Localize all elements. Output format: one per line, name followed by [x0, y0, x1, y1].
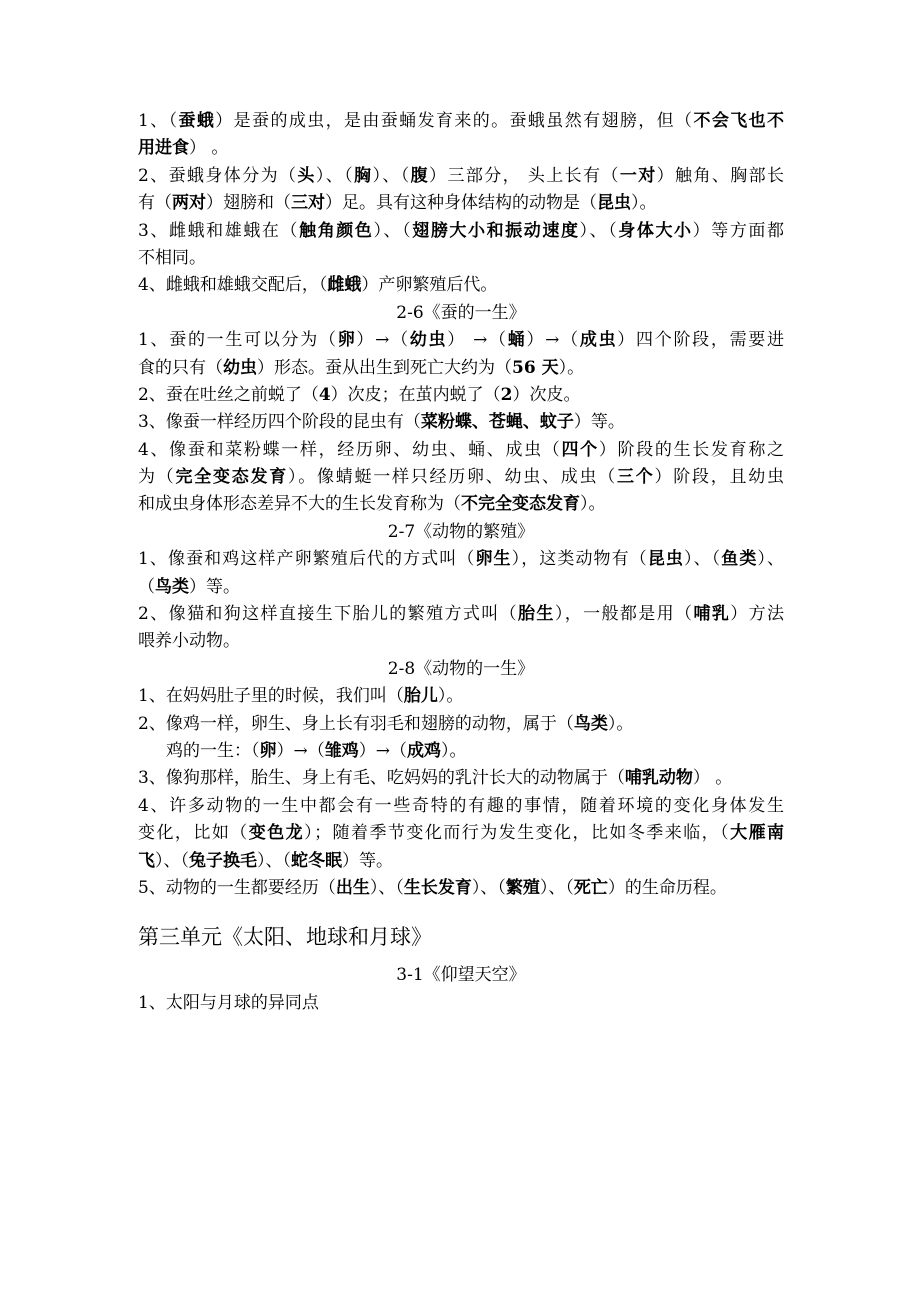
text-segment: ）、（: [579, 220, 619, 241]
text-line: [138, 738, 784, 765]
text-line: [138, 628, 784, 655]
text-segment: ）。: [607, 713, 634, 734]
answer-text: 四个: [561, 439, 599, 460]
text-segment: ）四个阶段，需要进: [617, 330, 785, 351]
text-segment: ）、（: [369, 877, 404, 898]
answer-text: 哺乳动物: [624, 768, 693, 789]
answer-text: 飞: [138, 850, 155, 871]
text-segment: （: [138, 576, 155, 597]
answer-text: 雏鸡: [324, 740, 359, 761]
answer-text: 触角颜色: [299, 220, 374, 241]
text-line: [138, 190, 784, 217]
text-segment: ）翅膀和（: [206, 193, 291, 214]
text-segment: 为（: [138, 467, 176, 488]
text-segment: ）三部分， 头上长有（: [429, 165, 620, 186]
answer-text: 死亡: [573, 877, 608, 898]
answer-text: 成鸡: [407, 740, 441, 761]
answer-text: 鱼类: [721, 549, 758, 570]
answer-text: 雌蛾: [327, 275, 362, 296]
text-line: [138, 382, 784, 409]
text-segment: ）；随着季节变化而行为发生变化，比如冬季来临，（: [304, 823, 731, 844]
text-segment: 1、在妈妈肚子里的时候，我们叫（: [138, 686, 404, 707]
document-page: [138, 108, 784, 1017]
answer-text: 变色龙: [248, 823, 305, 844]
text-segment: ）。像蜻蜓一样只经历卵、幼虫、成虫（: [288, 467, 617, 488]
answer-text: 哺乳: [693, 604, 731, 625]
text-segment: 5、动物的一生都要经历（: [138, 877, 336, 898]
answer-text: 完全变态发育: [175, 467, 288, 488]
text-segment: ）。: [441, 740, 467, 761]
text-segment: 喂养小动物。: [138, 631, 240, 652]
text-line: [138, 990, 784, 1017]
answer-text: 昆虫: [647, 549, 684, 570]
answer-text: 卵生: [475, 549, 512, 570]
answer-text: 生长发育: [403, 877, 472, 898]
answer-text: 翅膀大小和振动速度: [412, 220, 580, 241]
answer-text: 三对: [291, 193, 325, 214]
text-segment: 2-6《蚕的一生》: [396, 302, 526, 323]
text-segment: 鸡的一生：（: [166, 740, 260, 761]
text-segment: ）。: [437, 686, 464, 707]
answer-text: 胎生: [518, 604, 555, 625]
answer-text: 繁殖: [505, 877, 540, 898]
answer-text: 鸟类: [155, 576, 189, 597]
text-segment: ），一般都是用（: [554, 604, 694, 625]
text-segment: ） →（: [447, 330, 508, 351]
text-segment: 不相同。: [138, 247, 206, 268]
answer-text: 蛹: [507, 330, 527, 351]
text-line: [138, 245, 784, 272]
text-line: [138, 327, 784, 354]
answer-text: 卵: [337, 330, 357, 351]
answer-text: 胸: [354, 165, 373, 186]
answer-text: 幼虫: [223, 357, 257, 378]
text-segment: 2、像猫和狗这样直接生下胎儿的繁殖方式叫（: [138, 604, 519, 625]
text-segment: 1、蚕的一生可以分为（: [138, 330, 338, 351]
answer-text: 蚕蛾: [178, 111, 216, 131]
answer-text: 身体大小: [618, 220, 693, 241]
text-segment: 4、许多动物的一生中都会有一些奇特的有趣的事情，随着环境的变化身体发生: [138, 795, 784, 816]
text-line: [138, 848, 784, 875]
text-segment: 2、像鸡一样，卵生、身上长有羽毛和翅膀的动物，属于（: [138, 713, 574, 734]
answer-text: 不完全变态发育: [461, 494, 580, 515]
text-segment: 和成虫身体形态差异不大的生长发育称为（: [138, 494, 461, 515]
text-line: [138, 218, 784, 245]
text-segment: 2-8《动物的一生》: [387, 658, 535, 679]
text-line: [138, 765, 784, 792]
text-segment: 4、像蚕和菜粉蝶一样，经历卵、幼虫、蛹、成虫（: [138, 439, 562, 460]
answer-text: 昆虫: [597, 193, 631, 214]
text-segment: ）次皮；在茧内蜕了（: [330, 384, 501, 405]
answer-text: 幼虫: [409, 330, 448, 351]
answer-text: 不会飞也不: [693, 111, 784, 131]
text-segment: ）。: [580, 494, 606, 515]
text-segment: ）触角、胸部长: [656, 165, 785, 186]
text-segment: ） 。: [189, 138, 229, 159]
document-body: [138, 108, 784, 902]
text-line: [138, 601, 784, 628]
document-tail: [138, 962, 784, 1017]
text-line: [138, 711, 784, 738]
answer-text: 2: [500, 384, 513, 405]
text-segment: ）的生命历程。: [607, 877, 727, 898]
text-segment: 食的只有（: [138, 357, 223, 378]
text-segment: 有（: [138, 193, 172, 214]
text-line: [138, 683, 784, 710]
answer-text: 出生: [335, 877, 370, 898]
text-segment: ）足。具有这种身体结构的动物是（: [325, 193, 597, 214]
answer-text: 菜粉蝶、苍蝇、蚊子: [420, 412, 574, 433]
text-segment: ）次皮。: [512, 384, 581, 405]
text-segment: 3、像狗那样，胎生、身上有毛、吃妈妈的乳汁长大的动物属于（: [138, 768, 625, 789]
text-segment: ）、（: [539, 877, 574, 898]
text-segment: 3-1《仰望天空》: [396, 965, 526, 986]
unit-heading: 第三单元《太阳、地球和月球》: [138, 925, 432, 950]
section-title: [138, 962, 784, 989]
text-segment: 2、蚕蛾身体分为（: [138, 165, 298, 186]
text-segment: ）、（: [683, 549, 722, 570]
text-line: [138, 355, 784, 382]
section-title: [138, 519, 784, 546]
text-line: [138, 409, 784, 436]
text-segment: ）阶段，且幼虫: [654, 467, 784, 488]
text-segment: ）→（: [356, 330, 410, 351]
answer-text: 两对: [172, 193, 206, 214]
text-segment: 1、太阳与月球的异同点: [138, 992, 319, 1013]
text-segment: ）阶段的生长发育称之: [598, 439, 785, 460]
text-line: [138, 820, 784, 847]
text-segment: ）。: [558, 357, 585, 378]
text-segment: ）、（: [315, 165, 355, 186]
text-segment: ）等。: [573, 412, 625, 433]
text-segment: ）→（: [276, 740, 325, 761]
text-line: [138, 272, 784, 299]
text-line: [138, 464, 784, 491]
text-segment: ）等。: [342, 850, 393, 871]
answer-text: 大雁南: [730, 823, 785, 844]
answer-text: 蛇冬眠: [291, 850, 342, 871]
text-segment: 3、雌蛾和雄蛾在（: [138, 220, 300, 241]
text-segment: 变化，比如（: [138, 823, 249, 844]
text-segment: ）、（: [257, 850, 291, 871]
text-line: [138, 875, 784, 902]
answer-text: 成虫: [579, 330, 618, 351]
answer-text: 头: [297, 165, 316, 186]
text-segment: ），这类动物有（: [511, 549, 648, 570]
text-segment: ）、（: [373, 220, 413, 241]
section-title: [138, 656, 784, 683]
text-segment: ）→（: [526, 330, 580, 351]
text-segment: ）等方面都: [692, 220, 785, 241]
text-line: [138, 546, 784, 573]
answer-text: 三个: [617, 467, 655, 488]
text-line: [138, 793, 784, 820]
text-segment: ） 。: [692, 768, 733, 789]
text-segment: ）、（: [155, 850, 189, 871]
text-segment: ）。: [631, 193, 657, 214]
answer-text: 胎儿: [403, 686, 438, 707]
text-segment: ）、: [757, 549, 785, 570]
text-segment: ）方法: [730, 604, 784, 625]
text-segment: 4、雌蛾和雄蛾交配后，（: [138, 275, 328, 296]
text-segment: 1、像蚕和鸡这样产卵繁殖后代的方式叫（: [138, 549, 476, 570]
text-segment: ）形态。蚕从出生到死亡大约为（: [257, 357, 512, 378]
text-line: [138, 163, 784, 190]
answer-text: 一对: [619, 165, 657, 186]
answer-text: 用进食: [138, 138, 189, 159]
text-segment: ）是蚕的成虫，是由蚕蛹发育来的。蚕蛾虽然有翅膀，但（: [215, 111, 694, 131]
text-segment: 1、（: [138, 111, 179, 131]
text-line: [138, 437, 784, 464]
text-line: [138, 574, 784, 601]
text-line: [138, 491, 784, 518]
section-title: [138, 300, 784, 327]
text-segment: ）等。: [189, 576, 240, 597]
text-segment: 2、蚕在吐丝之前蜕了（: [138, 384, 319, 405]
text-segment: ）、（: [372, 165, 411, 186]
answer-text: 4: [318, 384, 331, 405]
answer-text: 兔子换毛: [189, 850, 257, 871]
text-line: [138, 108, 784, 135]
text-segment: 3、像蚕一样经历四个阶段的昆虫有（: [138, 412, 421, 433]
answer-text: 鸟类: [573, 713, 608, 734]
text-segment: ）产卵繁殖后代。: [361, 275, 498, 296]
answer-text: 腹: [410, 165, 430, 186]
answer-text: 卵: [259, 740, 277, 761]
answer-text: 56 天: [512, 357, 559, 378]
text-segment: ）→（: [358, 740, 407, 761]
text-line: [138, 135, 784, 162]
text-segment: ）、（: [471, 877, 506, 898]
text-segment: 2-7《动物的繁殖》: [387, 521, 535, 542]
